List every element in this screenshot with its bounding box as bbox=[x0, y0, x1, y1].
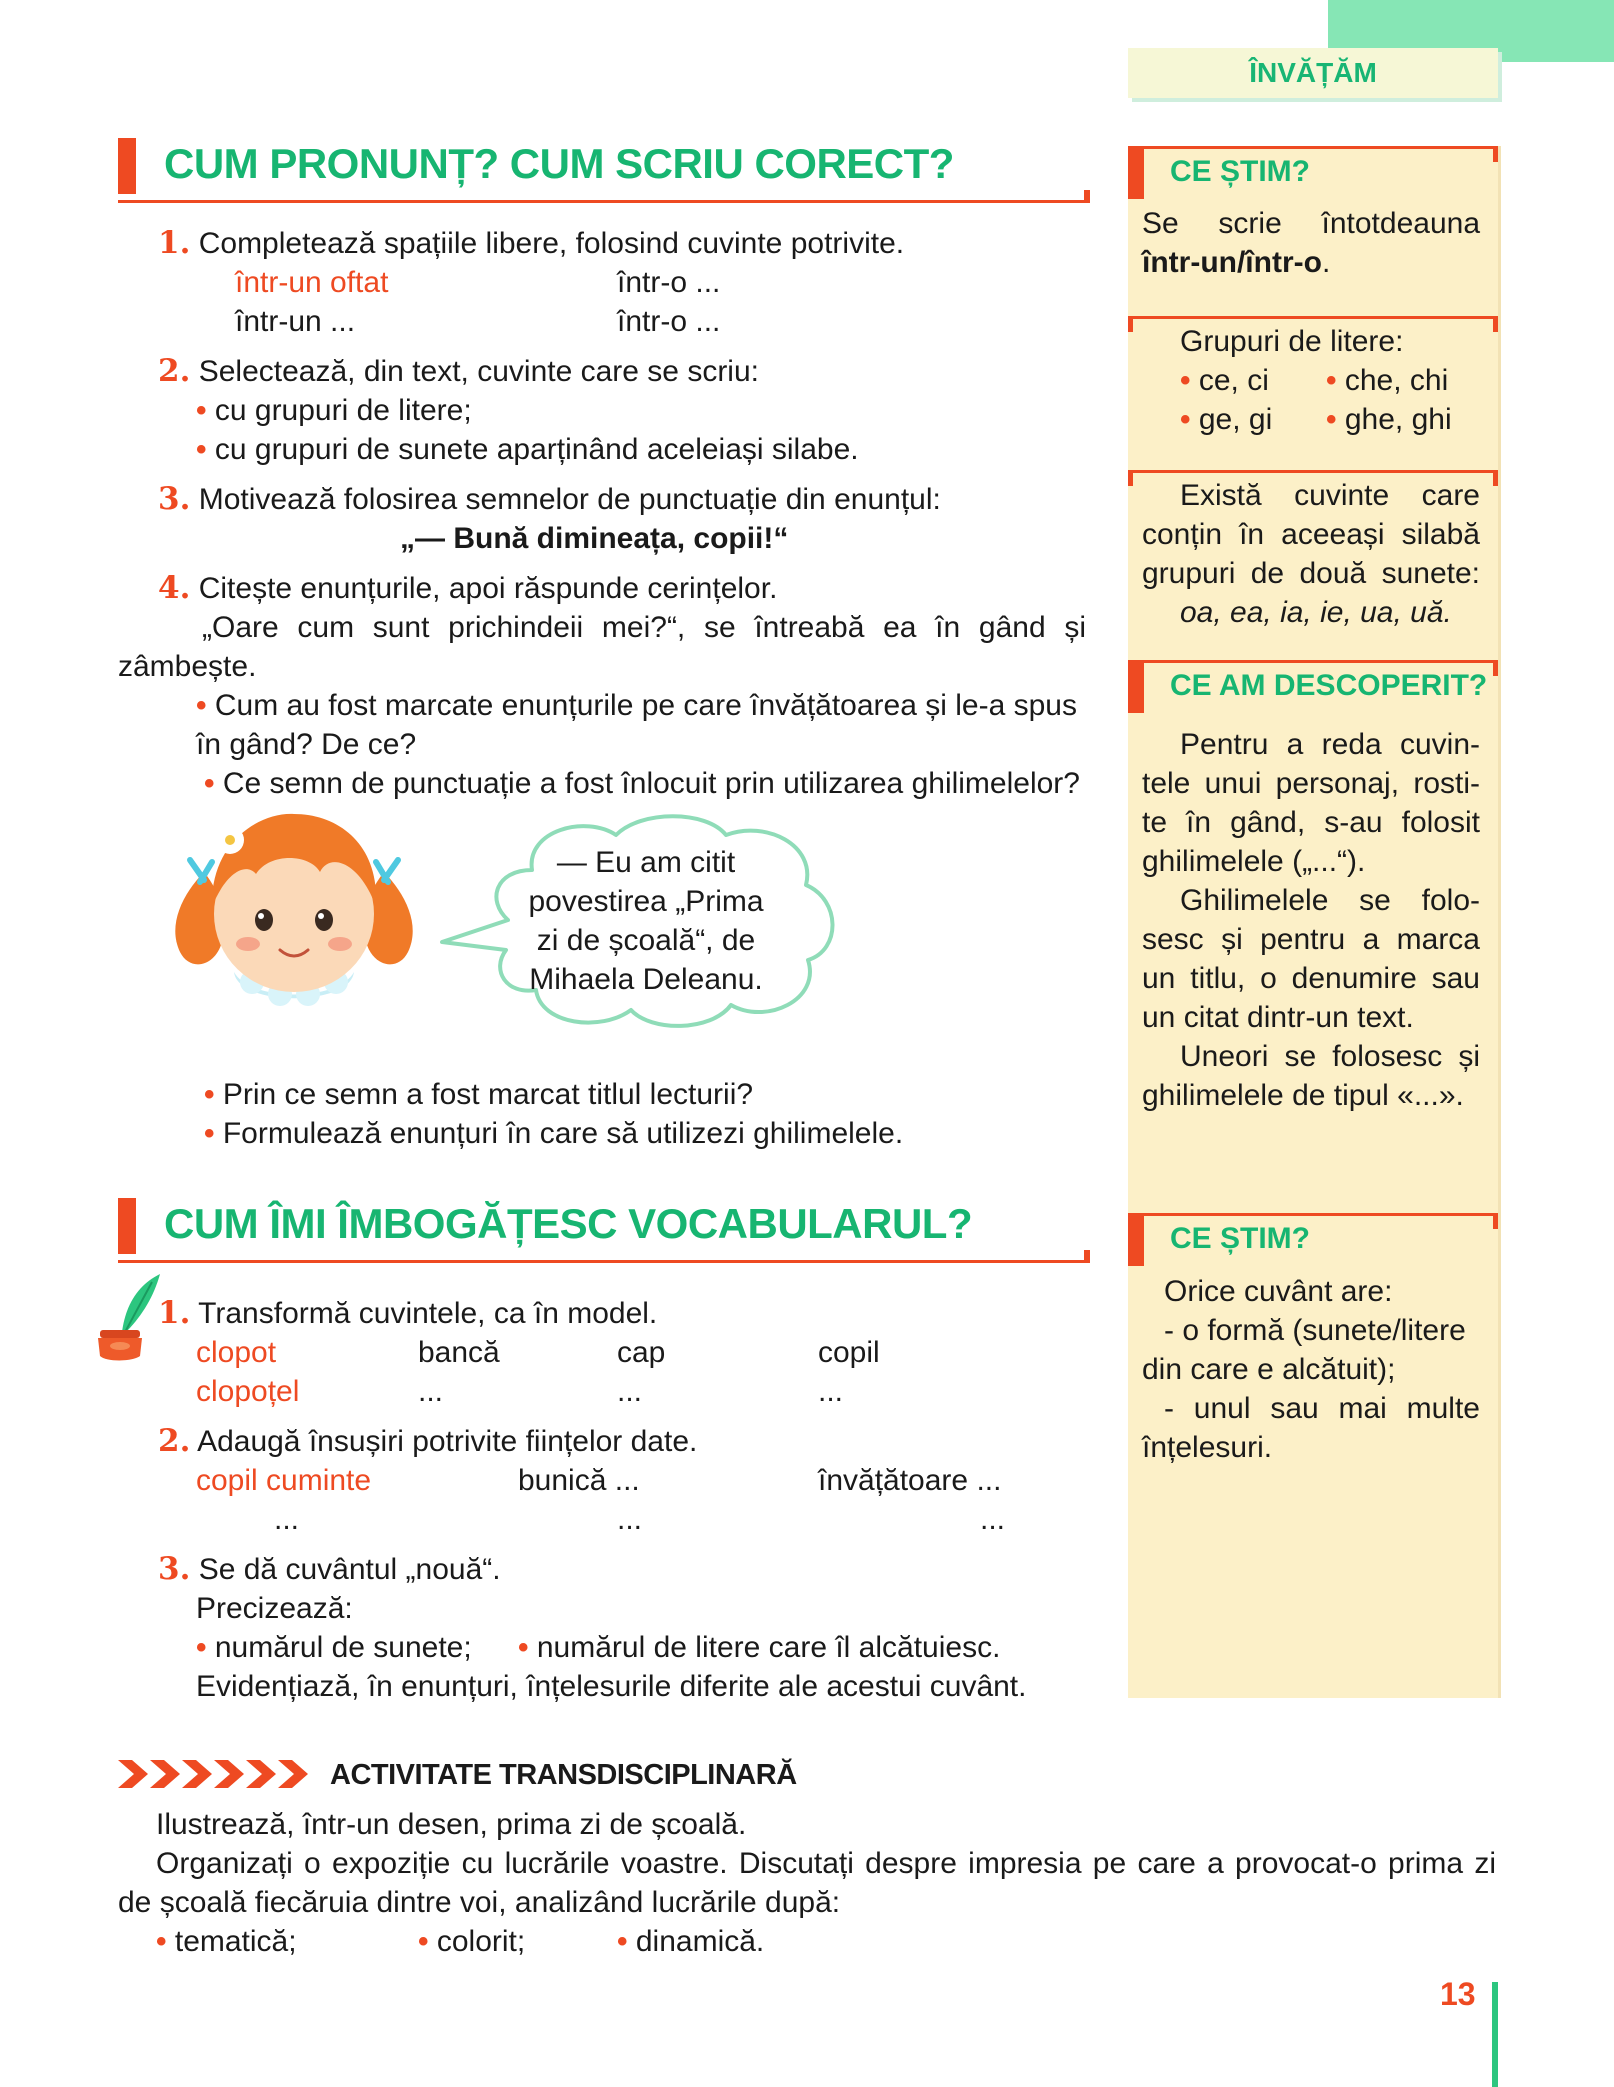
sidebar-text-line: tele unui personaj, rosti- bbox=[1142, 767, 1480, 800]
bullet-item: • cu grupuri de litere; bbox=[196, 394, 472, 427]
question-item-continued: în gând? De ce? bbox=[196, 728, 417, 761]
exercise-text: Completează spațiile libere, folosind cuvinte potrivite. bbox=[198, 227, 905, 260]
exercise-1 bbox=[158, 224, 904, 263]
sidebar-text-line: înțelesuri. bbox=[1142, 1431, 1273, 1464]
blank-item: ... bbox=[617, 1503, 643, 1536]
sidebar-text-line: sesc și pentru a marca bbox=[1142, 923, 1480, 956]
reading-text-line: „Oare cum sunt prichindeii mei?“, se întreabă ea în gând și bbox=[202, 611, 1086, 644]
section-underline bbox=[118, 1260, 1090, 1263]
model-phrase: copil cuminte bbox=[196, 1464, 372, 1497]
sidebar-text-line: Se scrie întotdeauna bbox=[1142, 207, 1480, 240]
question-item: • Formulează enunțuri în care să utilizezi ghilimelele. bbox=[204, 1117, 904, 1150]
question-item: • Prin ce semn a fost marcat titlul lecturii? bbox=[204, 1078, 754, 1111]
activity-line: de școală fiecăruia dintre voi, analizând lucrările după: bbox=[118, 1886, 841, 1919]
activity-line: Ilustrează, într-un desen, prima zi de școală. bbox=[156, 1808, 747, 1841]
letter-group: • ce, ci bbox=[1180, 364, 1269, 397]
bubble-text-line: povestirea „Prima bbox=[528, 885, 764, 918]
sidebar-text-line: ghilimelele de tipul «...». bbox=[1142, 1079, 1464, 1112]
exercise-text: Transformă cuvintele, ca în model. bbox=[198, 1297, 658, 1330]
activity-title: ACTIVITATE TRANSDISCIPLINARĂ bbox=[330, 1759, 797, 1791]
sidebar-box-header bbox=[1128, 149, 1498, 199]
bullet-icon: • bbox=[1326, 364, 1337, 397]
bullet-item: • dinamică. bbox=[617, 1925, 765, 1958]
exercise-text: Citește enunțurile, apoi răspunde cerințelor. bbox=[198, 572, 778, 605]
bullet-icon: • bbox=[196, 1631, 207, 1664]
bullet-item: • numărul de litere care îl alcătuiesc. bbox=[518, 1631, 1001, 1664]
exercise-number: 4. bbox=[158, 570, 191, 606]
exercise-text: Selectează, din text, cuvinte care se scriu: bbox=[198, 355, 759, 388]
bullet-icon: • bbox=[204, 1078, 215, 1111]
girl-illustration bbox=[160, 802, 428, 1020]
letter-group: • ge, gi bbox=[1180, 403, 1273, 436]
letter-group: • ghe, ghi bbox=[1326, 403, 1452, 436]
bullet-icon: • bbox=[196, 689, 207, 722]
exercise-2 bbox=[158, 1422, 697, 1461]
sidebar-separator bbox=[1128, 470, 1498, 473]
exercise-2 bbox=[158, 352, 759, 391]
page-number: 13 bbox=[1440, 1976, 1476, 2012]
blank-item: ... bbox=[980, 1503, 1006, 1536]
sidebar-text-line: Grupuri de litere: bbox=[1180, 325, 1404, 358]
bullet-icon: • bbox=[617, 1925, 628, 1958]
word-item: cap bbox=[617, 1336, 666, 1369]
exercise-number: 1. bbox=[158, 1295, 191, 1331]
sidebar-text-line: un citat dintr-un text. bbox=[1142, 1001, 1414, 1034]
sidebar-box-title: CE ȘTIM? bbox=[1170, 1222, 1310, 1255]
bullet-icon: • bbox=[156, 1925, 167, 1958]
blank-item: într-o ... bbox=[617, 266, 721, 299]
sidebar-text-line: un titlu, o denumire sau bbox=[1142, 962, 1480, 995]
word-item: copil bbox=[818, 1336, 880, 1369]
sidebar-header-bar bbox=[1128, 663, 1144, 713]
bullet-icon: • bbox=[418, 1925, 429, 1958]
model-word: clopot bbox=[196, 1336, 277, 1369]
exercise-1 bbox=[158, 1294, 657, 1333]
exercise-3 bbox=[158, 480, 941, 519]
exercise-number: 3. bbox=[158, 1551, 191, 1587]
bullet-icon: • bbox=[204, 767, 215, 800]
section-pronunciation-header bbox=[118, 138, 1090, 204]
bullet-icon: • bbox=[204, 1117, 215, 1150]
section-bar bbox=[118, 1198, 136, 1254]
bubble-text-line: Mihaela Deleanu. bbox=[529, 963, 763, 996]
instruction-line: Precizează: bbox=[196, 1592, 353, 1625]
exercise-3 bbox=[158, 1550, 501, 1589]
sidebar-text-line: te în gând, s-au folosit bbox=[1142, 806, 1480, 839]
sidebar-box-header bbox=[1128, 663, 1498, 713]
sidebar-text-line: Pentru a reda cuvin- bbox=[1180, 728, 1480, 761]
section-underline bbox=[118, 200, 1090, 203]
blank-item: ... bbox=[274, 1503, 300, 1536]
model-answer: într-un oftat bbox=[235, 266, 389, 299]
bullet-icon: • bbox=[1180, 403, 1191, 436]
page-edge-line bbox=[1492, 1982, 1498, 2087]
sidebar-text-line: Uneori se folosesc și bbox=[1180, 1040, 1480, 1073]
sidebar-header-bar bbox=[1128, 149, 1144, 199]
sidebar-text-line: grupuri de două sunete: bbox=[1142, 557, 1480, 590]
exercise-number: 2. bbox=[158, 1423, 191, 1459]
bullet-icon: • bbox=[1180, 364, 1191, 397]
word-item: bancă bbox=[418, 1336, 500, 1369]
bubble-text-line: — Eu am citit bbox=[556, 846, 736, 879]
section-underline-tick bbox=[1084, 190, 1090, 203]
sidebar-text-line: Există cuvinte care bbox=[1180, 479, 1480, 512]
exercise-number: 2. bbox=[158, 353, 191, 389]
section-underline-tick bbox=[1084, 1250, 1090, 1263]
section-vocabulary-header bbox=[118, 1198, 1090, 1264]
sidebar-text-line: - unul sau mai multe bbox=[1164, 1392, 1480, 1425]
bullet-item: • colorit; bbox=[418, 1925, 526, 1958]
sidebar-box-header bbox=[1128, 1216, 1498, 1266]
bubble-text-line: zi de școală“, de bbox=[536, 924, 756, 957]
chapter-tab: ÎNVĂȚĂM bbox=[1128, 48, 1498, 98]
sidebar-header-bar bbox=[1128, 1216, 1144, 1266]
model-word: clopoțel bbox=[196, 1375, 300, 1408]
instruction-line: Evidențiază, în enunțuri, înțelesurile diferite ale acestui cuvânt. bbox=[196, 1670, 1027, 1703]
sound-groups: oa, ea, ia, ie, ua, uă. bbox=[1180, 596, 1452, 629]
activity-line: Organizați o expoziție cu lucrările voastre. Discutați despre impresia pe care a provocat-o prima zi bbox=[156, 1847, 1496, 1880]
bullet-icon: • bbox=[196, 433, 207, 466]
bullet-item: • tematică; bbox=[156, 1925, 297, 1958]
bullet-item: • cu grupuri de sunete aparținând aceleiași silabe. bbox=[196, 433, 859, 466]
word-item: învățătoare ... bbox=[818, 1464, 1002, 1497]
exercise-number: 3. bbox=[158, 481, 191, 517]
blank-item: ... bbox=[418, 1375, 444, 1408]
exercise-number: 1. bbox=[158, 225, 191, 261]
quoted-sentence: „— Bună dimineața, copii!“ bbox=[400, 522, 789, 555]
letter-group: • che, chi bbox=[1326, 364, 1449, 397]
blank-item: într-un ... bbox=[235, 305, 356, 338]
bullet-icon: • bbox=[1326, 403, 1337, 436]
chevron-arrows-icon bbox=[118, 1756, 314, 1792]
section-bar bbox=[118, 138, 136, 194]
section-title: CUM ÎMI ÎMBOGĂȚESC VOCABULARUL? bbox=[164, 1200, 973, 1247]
sidebar-text-line: într-un/într-o. bbox=[1142, 246, 1331, 279]
sidebar-text-line: - o formă (sunete/litere bbox=[1164, 1314, 1466, 1347]
bullet-icon: • bbox=[518, 1631, 529, 1664]
sidebar-text-line: Orice cuvânt are: bbox=[1164, 1275, 1393, 1308]
bullet-icon: • bbox=[196, 394, 207, 427]
sidebar-box-title: CE AM DESCOPERIT? bbox=[1170, 669, 1488, 702]
sidebar-box-title: CE ȘTIM? bbox=[1170, 155, 1310, 188]
blank-item: ... bbox=[818, 1375, 844, 1408]
exercise-text: Adaugă însușiri potrivite ființelor date. bbox=[197, 1425, 698, 1458]
sidebar-text-line: din care e alcătuit); bbox=[1142, 1353, 1396, 1386]
sidebar-text-line: conțin în aceeași silabă bbox=[1142, 518, 1480, 551]
question-item: • Cum au fost marcate enunțurile pe care învățătoarea și le-a spus bbox=[196, 689, 1077, 722]
exercise-4 bbox=[158, 569, 777, 608]
question-item: • Ce semn de punctuație a fost înlocuit prin utilizarea ghilimelelor? bbox=[204, 767, 1080, 800]
blank-item: într-o ... bbox=[617, 305, 721, 338]
section-title: CUM PRONUNȚ? CUM SCRIU CORECT? bbox=[164, 140, 954, 187]
sidebar-text-line: ghilimelele („...“). bbox=[1142, 845, 1366, 878]
quill-inkwell-icon bbox=[92, 1272, 164, 1362]
blank-item: ... bbox=[617, 1375, 643, 1408]
sidebar-separator bbox=[1128, 316, 1498, 319]
exercise-text: Se dă cuvântul „nouă“. bbox=[198, 1553, 501, 1586]
exercise-text: Motivează folosirea semnelor de punctuație din enunțul: bbox=[198, 483, 941, 516]
bullet-item: • numărul de sunete; bbox=[196, 1631, 472, 1664]
reading-text-line: zâmbește. bbox=[118, 650, 257, 683]
sidebar-text-line: Ghilimelele se folo- bbox=[1180, 884, 1480, 917]
word-item: bunică ... bbox=[518, 1464, 640, 1497]
